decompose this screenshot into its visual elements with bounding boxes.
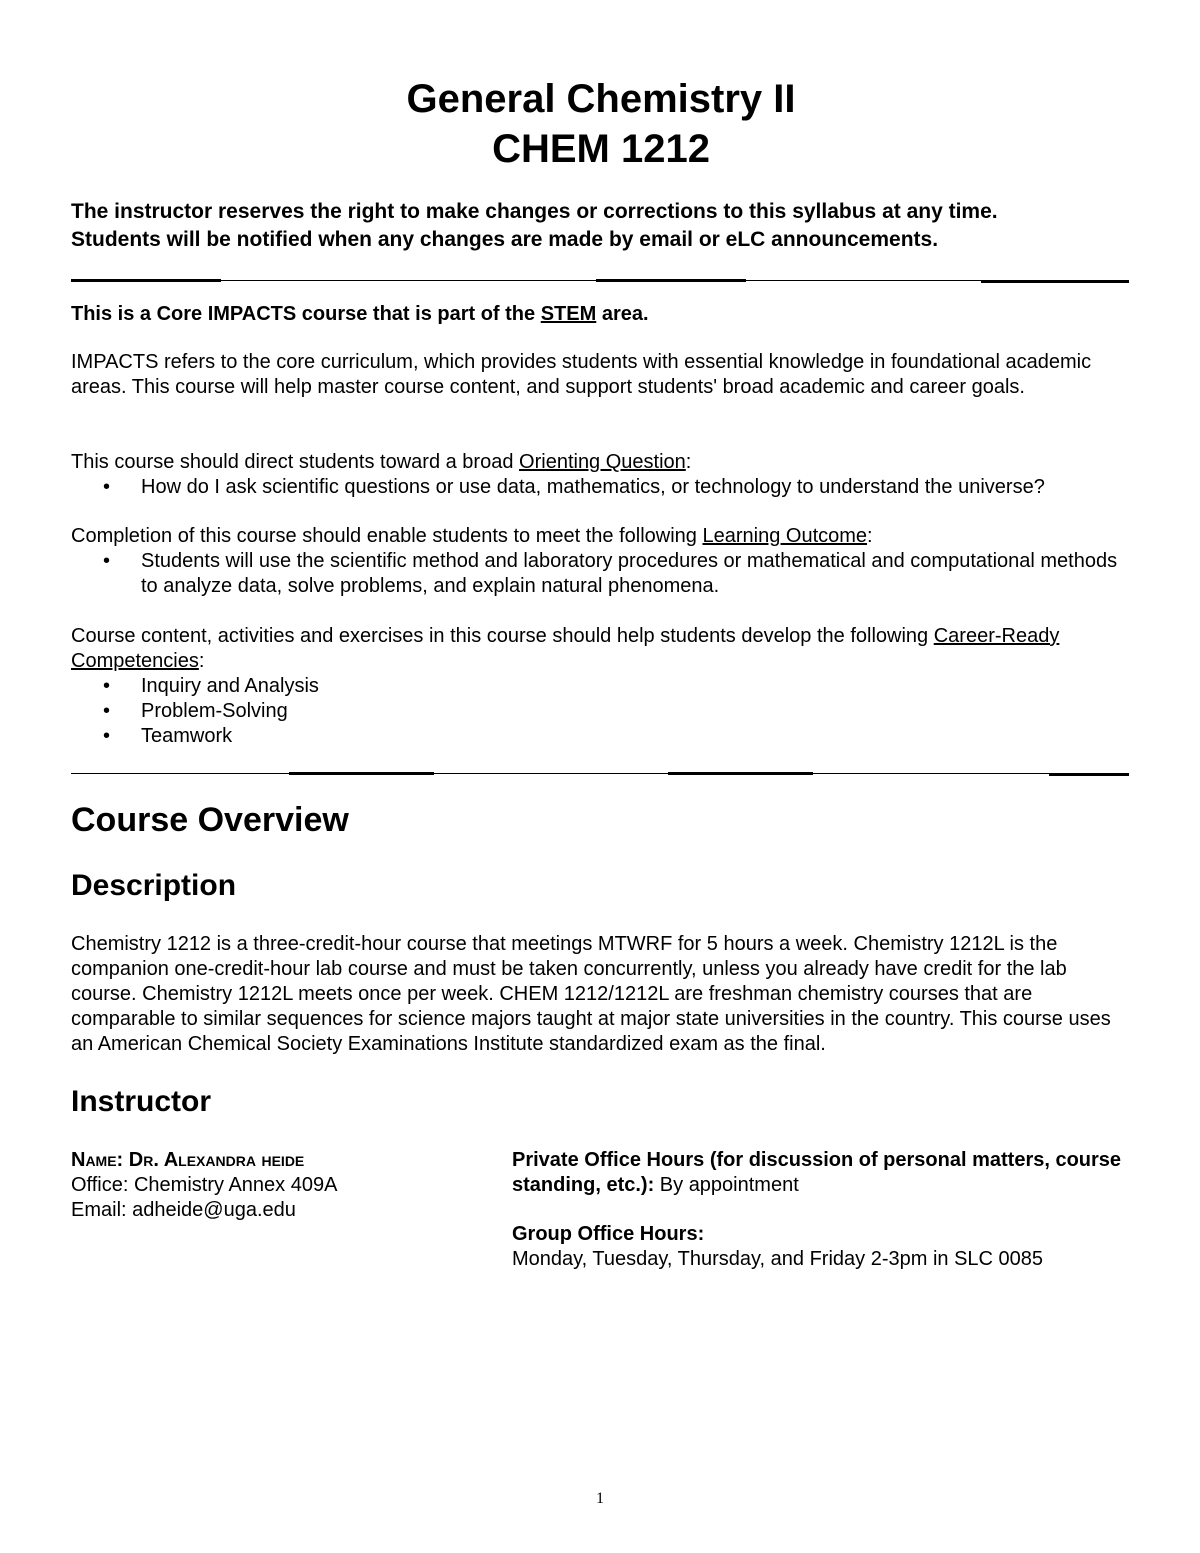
course-code: CHEM 1212 [492,127,710,171]
syllabus-change-notice [71,198,1161,254]
group-office-hours-value: Monday, Tuesday, Thursday, and Friday 2-3pm in SLC 0085 [512,1248,1044,1270]
list-item: • How do I ask scientific questions or use data, mathematics, or technology to understand the universe? [103,476,1045,498]
instructor-heading: Instructor [71,1085,212,1118]
description-heading: Description [71,869,237,902]
orienting-question-list [71,475,1131,500]
instructor-name: Name: Dr. Alexandra heide [71,1149,305,1171]
private-office-hours: Private Office Hours (for discussion of personal matters, course standing, etc.): By appointment [512,1149,1122,1196]
email-link[interactable]: adheide@uga.edu [132,1199,296,1221]
career-ready-competencies-label: Career-Ready Competencies [71,625,1060,672]
list-item: • Problem-Solving [103,700,288,722]
notice-line-2: Students will be notified when any changes are made by email or eLC announcements. [71,228,939,251]
instructor-email: Email: adheide@uga.edu [71,1199,296,1221]
competencies-section: Course content, activities and exercises in this course should help students develop the following Career-Ready Competencies: • Inquiry and Analysis • Problem-Solving • Teamwork [71,624,1131,749]
instructor-office: Office: Chemistry Annex 409A [71,1174,338,1196]
competencies-list [71,674,1131,749]
page-number: 1 [596,1490,604,1507]
list-item: • Teamwork [103,725,233,747]
group-office-hours-label: Group Office Hours: [512,1223,705,1245]
course-overview-heading: Course Overview [71,801,349,839]
stem-area-link: STEM [540,303,597,325]
course-title: General Chemistry II [406,77,796,121]
instructor-contact [71,1148,501,1223]
learning-outcome-label: Learning Outcome [702,525,868,547]
learning-outcome-section: Completion of this course should enable students to meet the following Learning Outcome: • Students will use the scientific method and laboratory procedures or mathematical and computational methods to analyze data, solve problems, and explain natural phenomena. [71,524,1131,599]
orienting-question-section: This course should direct students toward a broad Orienting Question: • How do I ask scientific questions or use data, mathematics, or technology to understand the universe? [71,450,1131,500]
learning-outcome-list [71,549,1131,599]
core-impacts-statement: This is a Core IMPACTS course that is part of the STEM area. [71,303,649,325]
list-item: • Inquiry and Analysis [103,675,319,697]
impacts-intro: IMPACTS refers to the core curriculum, which provides students with essential knowledge in foundational academic areas. This course will help master course content, and support students' broad academic and career goals. [71,351,1092,398]
office-hours [512,1148,1200,1272]
orienting-question-label: Orienting Question [519,451,686,473]
notice-line-1: The instructor reserves the right to make changes or corrections to this syllabus at any time. [71,200,998,223]
course-description: Chemistry 1212 is a three-credit-hour course that meetings MTWRF for 5 hours a week. Chemistry 1212L is the companion one-credit-hour lab course and must be taken concurrently, unless you already have credit for the lab course. Chemistry 1212L meets once per week. CHEM 1212/1212L are freshman chemistry courses that are comparable to similar sequences for science majors taught at major state universities in the country. This course uses an American Chemical Society Examinations Institute standardized exam as the final. [71,933,1111,1055]
list-item: • Students will use the scientific method and laboratory procedures or mathematical and computational methods to analyze data, solve problems, and explain natural phenomena. [103,550,1118,597]
